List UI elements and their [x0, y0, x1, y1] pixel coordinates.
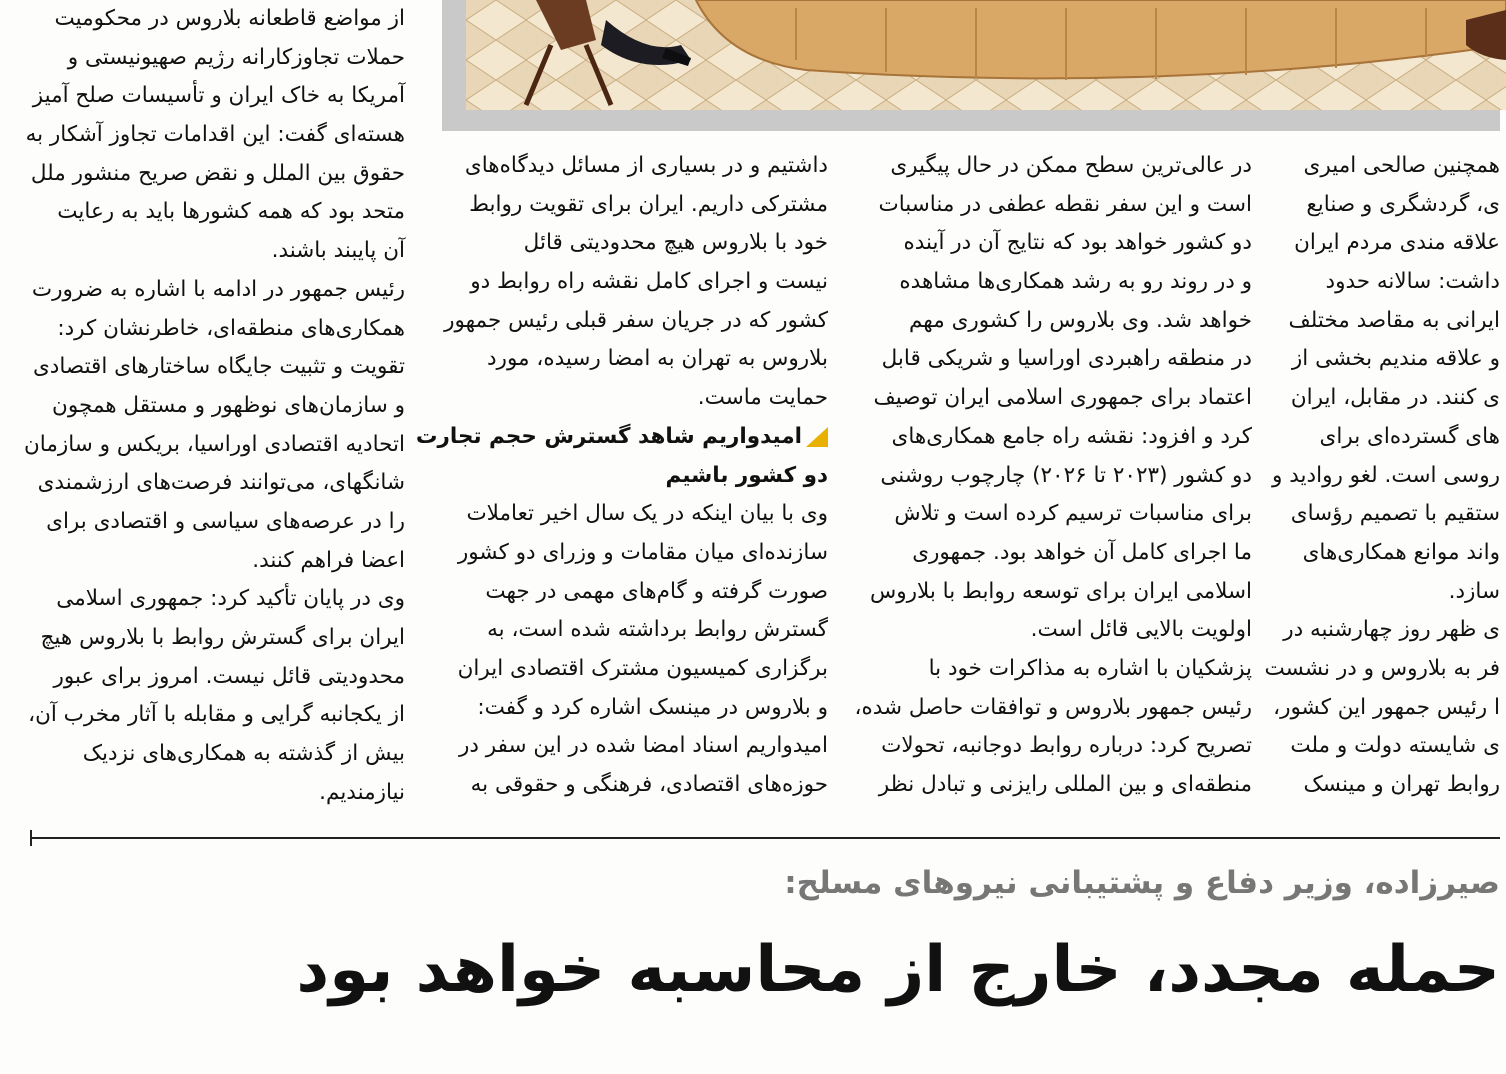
text-line: دو کشور خواهد بود که نتایج آن در آینده	[903, 230, 1252, 256]
text-line: ی ظهر روز چهارشنبه در	[1283, 617, 1500, 643]
article-kicker: صیرزاده، وزیر دفاع و پشتیبانی نیروهای مسلح:	[784, 865, 1500, 901]
text-line: پزشکیان با اشاره به مذاکرات خود با	[928, 655, 1252, 681]
text-line: خواهد شد. وی بلاروس را کشوری مهم	[909, 307, 1252, 333]
next-article-text-cropped	[0, 1060, 1500, 1074]
text-line: و در روند رو به رشد همکاری‌ها مشاهده	[899, 269, 1252, 295]
text-line: سازنده‌ای میان مقامات و وزرای دو کشور	[457, 539, 828, 565]
text-line: رئیس جمهور بلاروس و توافقات حاصل شده،	[854, 694, 1252, 720]
text-line: ایران برای گسترش روابط با بلاروس هیچ	[40, 625, 405, 650]
text-line: کشور که در جریان سفر قبلی رئیس جمهور	[444, 307, 828, 333]
text-line: برای مناسبات ترسیم کرده است و تلاش	[894, 501, 1252, 527]
text-line: داشتیم و در بسیاری از مسائل دیدگاه‌های	[464, 153, 828, 178]
text-line: حملات تجاوزکارانه رژیم صهیونیستی و	[67, 44, 405, 70]
text-line: است و این سفر نقطه عطفی در مناسبات	[878, 191, 1252, 217]
column-2	[415, 147, 828, 805]
text-line: همچنین صالحی امیری	[1303, 153, 1500, 178]
text-line: روابط تهران و مینسک	[1303, 772, 1500, 797]
text-line: اسلامی ایران برای توسعه روابط با بلاروس	[870, 578, 1252, 604]
photo-illustration	[466, 0, 1506, 110]
text-line: ستقیم با تصمیم رؤسای	[1290, 501, 1500, 527]
text-line: از مواضع قاطعانه بلاروس در محکومیت	[54, 6, 405, 31]
text-line: کرد و افزود: نقشه راه جامع همکاری‌های	[891, 423, 1252, 449]
text-line: سازد.	[1448, 578, 1500, 604]
section-divider	[30, 837, 1500, 839]
text-line: نیازمندیم.	[319, 779, 405, 805]
text-line: داشت: سالانه حدود	[1325, 269, 1500, 295]
text-line: متحد بود که همه کشورها باید به رعایت	[57, 199, 405, 225]
triangle-marker-icon	[806, 427, 828, 447]
subheading-line-2: دو کشور باشیم	[665, 462, 828, 488]
text-line: صورت گرفته و گام‌های مهمی در جهت	[485, 578, 828, 604]
divider-end-tick	[30, 830, 32, 846]
text-line: اعتماد برای جمهوری اسلامی ایران توصیف	[873, 385, 1252, 411]
text-line: و سازمان‌های نوظهور و مستقل همچون	[52, 392, 405, 418]
text-line: آمریکا به خاک ایران و تأسیسات صلح آمیز	[32, 83, 405, 109]
text-line: وی با بیان اینکه در یک سال اخیر تعاملات	[466, 501, 828, 527]
text-line: ی شایسته دولت و ملت	[1290, 733, 1500, 759]
text-line: ما اجرای کامل آن خواهد بود. جمهوری	[912, 539, 1252, 565]
text-line: ا رئیس جمهور این کشور،	[1273, 694, 1500, 720]
article-headline: حمله مجدد، خارج از محاسبه خواهد بود	[296, 933, 1500, 1007]
text-line: در منطقه راهبردی اوراسیا و شریکی قابل	[881, 346, 1252, 372]
text-line: های گسترده‌ای برای	[1319, 423, 1500, 449]
text-line: بیش از گذشته به همکاری‌های نزدیک	[82, 741, 405, 767]
text-line: واند موانع همکاری‌های	[1302, 539, 1500, 565]
text-line: حوزه‌های اقتصادی، فرهنگی و حقوقی به	[470, 772, 828, 797]
text-line: ایرانی به مقاصد مختلف	[1288, 307, 1500, 333]
text-line: دو کشور (۲۰۲۳ تا ۲۰۲۶) چارچوب روشنی	[880, 462, 1252, 488]
text-line: در عالی‌ترین سطح ممکن در حال پیگیری	[890, 153, 1252, 178]
text-line: بلاروس به تهران به امضا رسیده، مورد	[486, 346, 828, 372]
text-line: منطقه‌ای و بین المللی رایزنی و تبادل نظر	[878, 772, 1252, 797]
text-line: نیست و اجرای کامل نقشه راه روابط دو	[470, 269, 828, 295]
text-line: خود با بلاروس هیچ محدودیتی قائل	[523, 230, 828, 256]
text-line: وی در پایان تأکید کرد: جمهوری اسلامی	[56, 586, 405, 612]
text-line: فر به بلاروس و در نشست	[1264, 655, 1500, 681]
column-3	[854, 147, 1252, 805]
text-line: و علاقه مندیم بخشی از	[1291, 346, 1500, 372]
text-line: مشترکی داریم. ایران برای تقویت روابط	[469, 191, 828, 217]
text-line: آن پایبند باشند.	[271, 238, 405, 264]
text-line: اعضا فراهم کنند.	[252, 547, 405, 573]
text-line: همکاری‌های منطقه‌ای، خاطرنشان کرد:	[57, 315, 405, 341]
text-line: محدودیتی قائل نیست. امروز برای عبور	[53, 663, 405, 689]
text-line: از یکجانبه گرایی و مقابله با آثار مخرب آن،	[28, 702, 405, 728]
text-line: حقوق بین الملل و نقض صریح منشور ملل	[30, 160, 405, 186]
text-line: ی کنند. در مقابل، ایران	[1290, 385, 1500, 411]
text-line: تصریح کرد: درباره روابط دوجانبه، تحولات	[881, 733, 1252, 759]
text-line: شانگهای، می‌توانند فرصت‌های ارزشمندی	[37, 470, 405, 496]
column-1	[20, 0, 405, 812]
column-4	[1264, 147, 1500, 805]
text-line: اولویت بالایی قائل است.	[1030, 617, 1252, 643]
subheading-line-1	[415, 418, 828, 457]
text-line: و بلاروس در مینسک اشاره کرد و گفت:	[477, 694, 828, 720]
text-line: ی، گردشگری و صنایع	[1306, 191, 1500, 217]
text-line: اتحادیه اقتصادی اوراسیا، بریکس و سازمان	[24, 431, 405, 457]
subheading-text: امیدواریم شاهد گسترش حجم تجارت	[415, 423, 802, 449]
text-line: امیدواریم اسناد امضا شده در این سفر در	[459, 733, 828, 759]
text-line: روسی است. لغو روادید و	[1272, 462, 1500, 488]
text-line: علاقه مندی مردم ایران	[1294, 230, 1500, 256]
text-line: هسته‌ای گفت: این اقدامات تجاوز آشکار به	[25, 122, 405, 148]
text-line: برگزاری کمیسیون مشترک اقتصادی ایران	[457, 655, 828, 681]
text-line: گسترش روابط برداشته شده است، به	[487, 617, 828, 643]
text-line: حمایت ماست.	[697, 385, 828, 411]
article-photo	[442, 0, 1500, 131]
text-line: رئیس جمهور در ادامه با اشاره به ضرورت	[31, 276, 405, 302]
text-line: تقویت و تثبیت جایگاه ساختارهای اقتصادی	[32, 354, 405, 380]
text-line: را در عرصه‌های سیاسی و اقتصادی برای	[46, 508, 405, 534]
